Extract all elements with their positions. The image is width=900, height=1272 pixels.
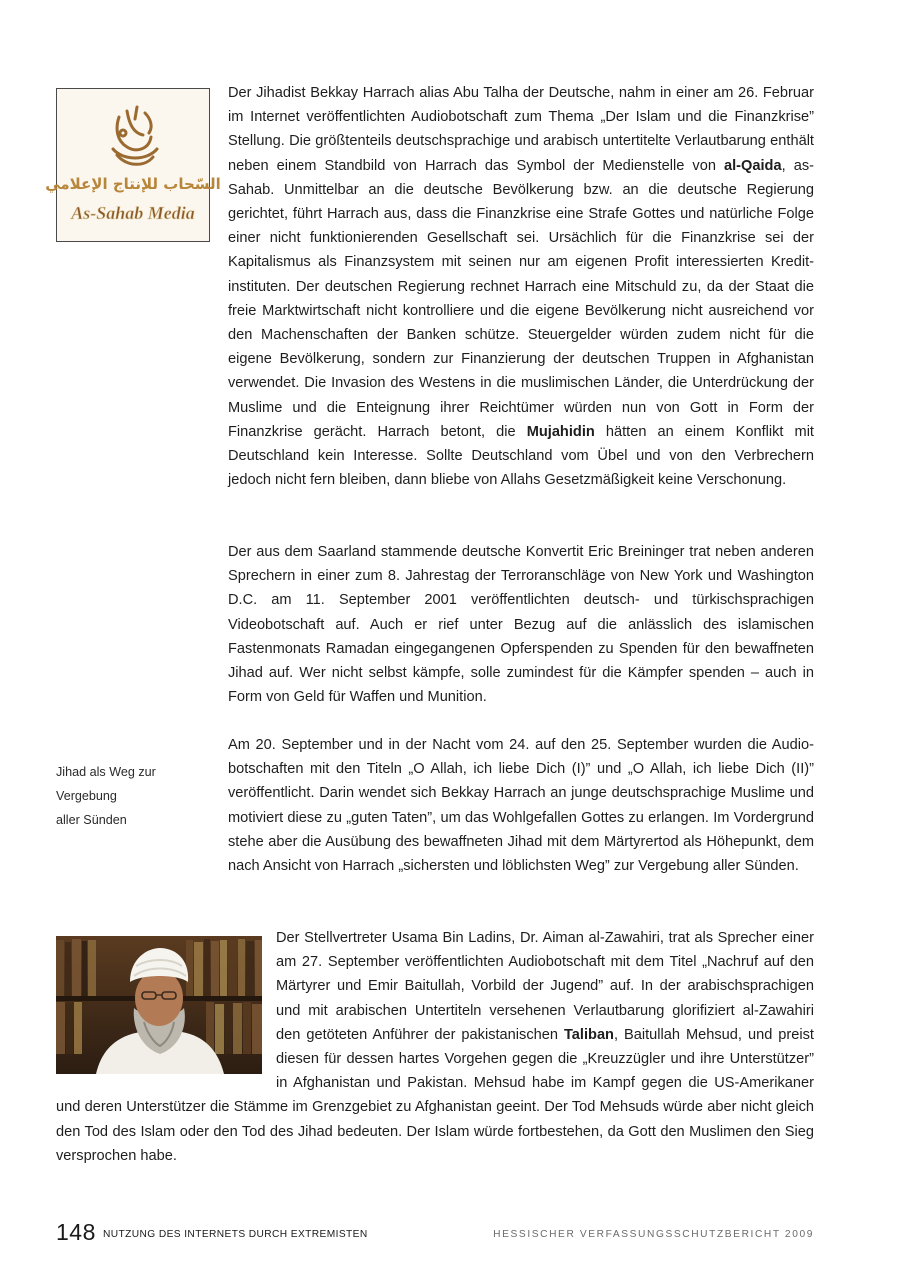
paragraph-1-text-a: Der Jihadist Bekkay Harrach alias Abu Talha der Deutsche, nahm in einer am 26. Februar im Internet veröffentlichten Audiobotschaft zum Thema „Der Islam und die Finanzkrise” Stellung. Die größtenteils deutschsprachige und arabisch untertitelte Verlautbarung enthält neben einem Standbild von Harrach das Symbol der Medienstelle von	[228, 85, 814, 174]
paragraph-1-text-c: , as-Sahab. Unmittelbar an die deutsche Bevölkerung bzw. an die deutsche Regierung gerichtet, führt Harrach aus, dass die Finanzkrise eine Strafe Gottes und natürliche Folge einer nicht funktionierenden Gesellschaft sei. Ursächlich für die Finanzkrise sei der Kapitalismus als Finanzsystem mit seinen nur am eigenen Profit interessierten Kreditinstituten. Der deutschen Regierung rechnet Harrach eine Mitschuld zu, da der Staat die freie Marktwirtschaft nicht kontrolliere und die eigene Bevölkerung nicht ausreichend vor den Machenschaften der Banken schütze. Steuergelder würden zudem nicht für die eigene Bevölkerung, sondern zur Finanzierung der deutschen Truppen in Afghanistan verwendet. Die Invasion des Westens in die muslimischen Länder, die Unterdrückung der Muslime und die Enteignung ihrer Reichtümer würden nun von Gott in Form der Finanzkrise gerächt. Harrach betont, die	[228, 157, 814, 440]
term-taliban: Taliban	[563, 1026, 614, 1043]
paragraph-1-text-e: hätten an einem Konflikt mit Deutschland kein Interesse. Sollte Deutschland vom Übel und von den Verbrechern jedoch nicht fern bleiben, dann bliebe von Allahs Gesetzmäßigkeit keine Verschonung.	[228, 423, 814, 489]
paragraph-3-text: Am 20. September und in der Nacht vom 24. auf den 25. September wurden die Audiobotschaften mit den Titeln „O Allah, ich liebe Dich (I)” und „O Allah, ich liebe Dich (II)” veröffentlicht. Darin wendet sich Bekkay Harrach an junge deutschsprachige Muslime und motiviert diese zu „guten Taten”, um das Wohlgefallen Gottes zu erlangen. Im Vordergrund stehe aber die Ausübung des bewaffneten Jihad mit dem Märtyrertod als Höhepunkt, dem nach Ansicht von Harrach „sichersten und löblichsten Weg” zur Vergebung aller Sünden.	[228, 737, 814, 875]
logo-arabic-text: السّحاب للإنتاج الإعلامي	[45, 175, 221, 193]
paragraph-2	[228, 540, 814, 709]
as-sahab-logo	[45, 88, 221, 242]
portrait-photo-graphic	[56, 936, 262, 1074]
section-title: NUTZUNG DES INTERNETS DURCH EXTREMISTEN	[103, 1229, 368, 1240]
page-number: 148	[56, 1219, 96, 1245]
margin-note	[56, 760, 216, 832]
margin-note-line-2: aller Sünden	[56, 813, 127, 827]
paragraph-1	[228, 81, 814, 492]
paragraph-4-text-c: , Baitullah Mehsud, und preist diesen für dessen hartes Vorgehen gegen die „Kreuzzügler und ihre Unterstützer” in Afghanistan und Pakistan. Mehsud habe im Kampf gegen die US-Amerikaner und deren Unterstützer die Stämme im Grenzgebiet zu Afghanistan geeint. Der Tod Mehsuds würde aber nicht gleich den Tod des Islam oder den Tod des Jihad bedeuten. Der Islam würde fortbestehen, da Gott den Muslimen den Sieg versprochen habe.	[56, 1026, 814, 1164]
margin-note-line-1: Jihad als Weg zur Vergebung	[56, 765, 156, 803]
as-sahab-logo-graphic	[45, 89, 221, 241]
logo-latin-text: As-Sahab Media	[71, 203, 195, 223]
paragraph-3	[228, 733, 814, 878]
paragraph-4	[56, 926, 814, 1168]
portrait-photo	[56, 936, 262, 1074]
paragraph-2-text: Der aus dem Saarland stammende deutsche Konvertit Eric Breininger trat neben anderen Sprechern in einer zum 8. Jahrestag der Terroranschläge von New York und Washington D.C. am 11. September 2001 veröffentlichten deutsch- und türkischsprachigen Videobotschaft auf. Auch er rief unter Bezug auf die anlässlich des islamischen Fastenmonats Ramadan eingegangenen Opferspenden zu Spenden für den bewaffneten Jihad auf. Wer nicht selbst kämpfe, solle zumindest für die Kämpfer spenden – auch in Form von Geld für Waffen und Munition.	[228, 544, 814, 706]
term-mujahidin: Mujahidin	[526, 423, 595, 440]
term-al-qaida: al-Qaida	[724, 157, 782, 174]
paragraph-4-text-a: Der Stellvertreter Usama Bin Ladins, Dr. Aiman al-Zawahiri, trat als Sprecher einer am 27. September veröffentlichten Audiobotschaft mit dem Titel „Nachruf auf den Märtyrer und Emir Baitullah, Vorbild der Jugend” auf. In der arabischsprachigen und mit arabischen Untertiteln versehenen Verlautbarung glorifiziert al-Zawahiri den getöteten Anführer der pakistanischen	[276, 930, 814, 1043]
report-title: HESSISCHER VERFASSUNGSSCHUTZBERICHT 2009	[493, 1229, 814, 1240]
